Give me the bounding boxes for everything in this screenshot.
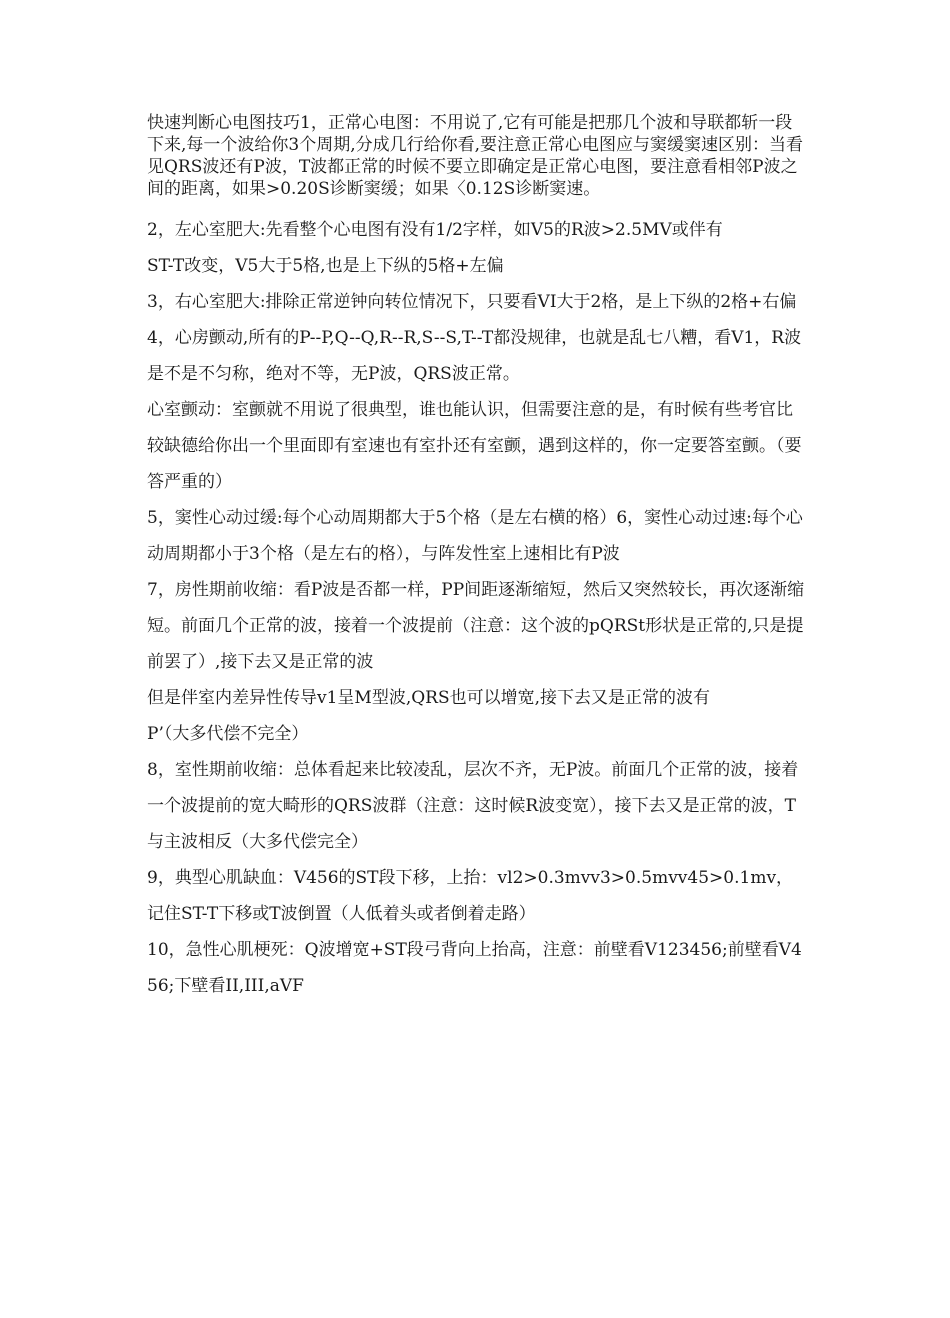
paragraph-aberrant-conduction: 但是伴室内差异性传导v1呈M型波,QRS也可以增宽,接下去又是正常的波有 P’（大多代偿不完全） [147, 688, 711, 744]
paragraph-atrial-premature-contraction: 7，房性期前收缩：看P波是否都一样，PP间距逐渐缩短，然后又突然较长，再次逐渐缩短。前面几个正常的波，接着一个波提前（注意：这个波的pQRSt形状是正常的,只是提前罢了）,接下去又是正常的波 [147, 580, 805, 672]
document-body [147, 112, 807, 1004]
paragraph-sinus-brady-tachy: 5，窦性心动过缓:每个心动周期都大于5个格（是左右横的格）6，窦性心动过速:每个心动周期都小于3个格（是左右的格），与阵发性室上速相比有P波 [147, 508, 803, 564]
paragraph-right-ventricular-hypertrophy: 3，右心室肥大:排除正常逆钟向转位情况下，只要看VI大于2格，是上下纵的2格+右偏 [147, 292, 797, 312]
paragraph-atrial-fibrillation: 4，心房颤动,所有的P--P,Q--Q,R--R,S--S,T--T都没规律，也就是乱七八糟，看V1，R波是不是不匀称，绝对不等，无P波，QRS波正常。 [147, 328, 802, 384]
paragraph-ventricular-premature-contraction: 8，室性期前收缩：总体看起来比较凌乱，层次不齐，无P波。前面几个正常的波，接着一个波提前的宽大畸形的QRS波群（注意：这时候R波变宽），接下去又是正常的波，T与主波相反（大多代偿完全） [147, 760, 799, 852]
paragraph-left-ventricular-hypertrophy: 2，左心室肥大:先看整个心电图有没有1/2字样，如V5的R波>2.5MV或伴有 ST-T改变，V5大于5格,也是上下纵的5格+左偏 [147, 220, 723, 276]
paragraph-ventricular-fibrillation: 心室颤动：室颤就不用说了很典型，谁也能认识，但需要注意的是，有时候有些考官比较缺德给你出一个里面即有室速也有室扑还有室颤，遇到这样的，你一定要答室颤。（要答严重的） [147, 400, 802, 492]
paragraph-normal-ecg: 快速判断心电图技巧1，正常心电图：不用说了,它有可能是把那几个波和导联都斩一段下来,每一个波给你3个周期,分成几行给你看,要注意正常心电图应与窦缓窦速区别：当看见QRS波还有P波，T波都正常的时候不要立即确定是正常心电图，要注意看相邻P波之间的距离，如果>0.20S诊断窦缓；如果〈0.12S诊断窦速。 [147, 113, 804, 199]
paragraph-acute-myocardial-infarction: 10，急性心肌梗死：Q波增宽+ST段弓背向上抬高，注意：前壁看V123456;前壁看V456;下壁看II,III,aVF [147, 940, 802, 996]
paragraph-myocardial-ischemia: 9，典型心肌缺血：V456的ST段下移，上抬：vl2>0.3mvv3>0.5mvv45>0.1mv，记住ST-T下移或T波倒置（人低着头或者倒着走路） [147, 868, 794, 924]
